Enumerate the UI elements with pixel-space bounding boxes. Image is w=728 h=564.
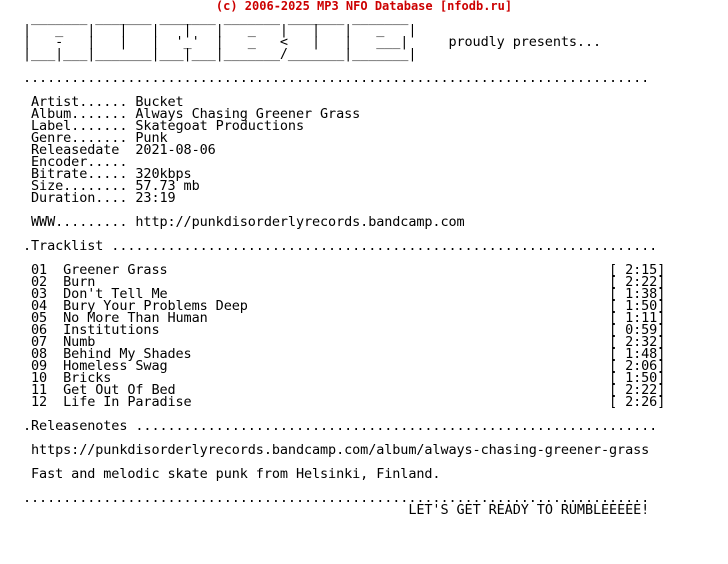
info-bitrate: Bitrate..... 320kbps bbox=[31, 166, 192, 182]
ascii-art-line-3: | - | | | '_' | _ < | | ___| proudly presents... bbox=[23, 34, 601, 50]
track-row: 12 Life In Paradise [ 2:26] bbox=[31, 394, 666, 410]
info-genre: Genre....... Punk bbox=[31, 130, 168, 146]
footer-line: LET'S GET READY TO RUMBLEEEEE! bbox=[408, 502, 650, 518]
info-artist: Artist...... Bucket bbox=[31, 94, 184, 110]
releasenotes-header: .Releasenotes ................................................................. bbox=[23, 418, 658, 434]
info-www: WWW......... http://punkdisorderlyrecords.bandcamp.com bbox=[31, 214, 465, 230]
tracklist-header: .Tracklist .................................................................... bbox=[23, 238, 658, 254]
track-row: 06 Institutions [ 0:59] bbox=[31, 322, 666, 338]
site-header: (c) 2006-2025 MP3 NFO Database [nfodb.ru] bbox=[215, 0, 513, 13]
ascii-art-line-4: |___|___|_______|___|___|_______/_______|_______| bbox=[23, 46, 417, 62]
track-row: 10 Bricks [ 1:50] bbox=[31, 370, 666, 386]
releasenotes-url: https://punkdisorderlyrecords.bandcamp.com/album/always-chasing-greener-grass bbox=[31, 442, 650, 458]
track-row: 01 Greener Grass [ 2:15] bbox=[31, 262, 666, 278]
track-row: 07 Numb [ 2:32] bbox=[31, 334, 666, 350]
track-row: 04 Bury Your Problems Deep [ 1:50] bbox=[31, 298, 666, 314]
info-label: Label....... Skategoat Productions bbox=[31, 118, 304, 134]
track-row: 02 Burn [ 2:22] bbox=[31, 274, 666, 290]
ascii-art-line-1: _______ _______ _______ _______ _______ _______ bbox=[23, 10, 409, 26]
track-row: 09 Homeless Swag [ 2:06] bbox=[31, 358, 666, 374]
track-row: 03 Don't Tell Me [ 1:38] bbox=[31, 286, 666, 302]
track-row: 05 No More Than Human [ 1:11] bbox=[31, 310, 666, 326]
nfo-document bbox=[23, 12, 665, 516]
info-size: Size........ 57.73 mb bbox=[31, 178, 200, 194]
info-duration: Duration.... 23:19 bbox=[31, 190, 176, 206]
info-encoder: Encoder..... bbox=[31, 154, 128, 170]
track-row: 08 Behind My Shades [ 1:48] bbox=[31, 346, 666, 362]
releasenotes-description: Fast and melodic skate punk from Helsinki, Finland. bbox=[31, 466, 441, 482]
track-row: 11 Get Out Of Bed [ 2:22] bbox=[31, 382, 666, 398]
info-releasedate: Releasedate 2021-08-06 bbox=[31, 142, 216, 158]
divider-bottom: .............................................................................. bbox=[23, 490, 650, 506]
info-album: Album....... Always Chasing Greener Grass bbox=[31, 106, 361, 122]
ascii-art-line-2: | _ | | | | | _ | | | _ | bbox=[23, 22, 417, 38]
divider-top: .............................................................................. bbox=[23, 70, 650, 86]
